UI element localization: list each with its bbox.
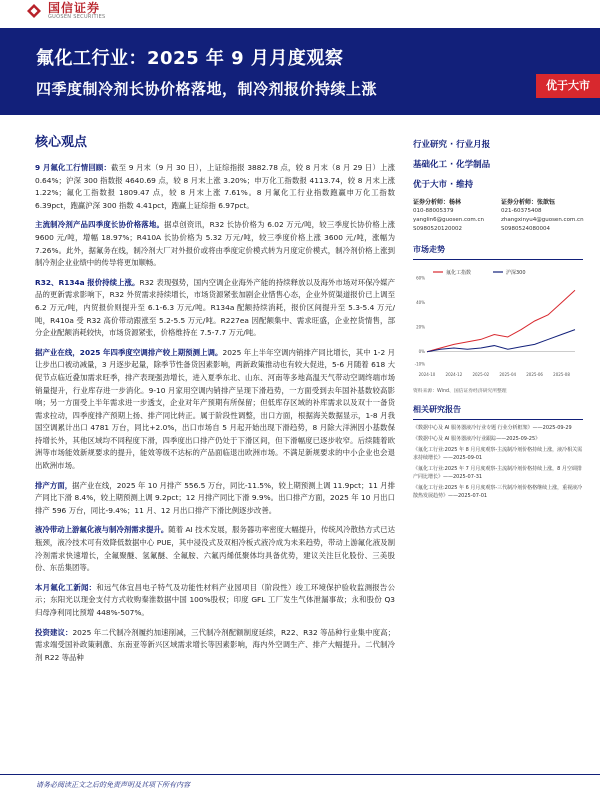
paragraph-text: 截至 9 月末（9 月 30 日），上证综指报 3882.78 点，较 8 月末（8 月 29 日）上涨 0.64%；沪深 300 指数报 4640.69 点，较 8 月末上涨 3.20%；申万化工指数报 4113.74，较 8 月末上涨 1.22%；氟化工指数报 1809.47 点，较 8 月末上涨 7.61%。8 月氟化工行业指数跑赢申万化工指数 6.39pct，跑赢沪深 300 指数 4.41pct，跑赢上证综指 6.97pct。 — [35, 163, 395, 210]
paragraph-lead: 据产业在线，2025 年四季度空调排产较上期预测上调。 — [35, 347, 223, 357]
x-tick-label: 2024-12 — [445, 372, 463, 377]
y-tick-label: -10% — [414, 361, 425, 367]
core-paragraph — [35, 277, 395, 340]
x-tick-label: 2025-02 — [472, 372, 490, 377]
related-report-link[interactable]: 《数据中心及 AI 服务器液冷行业专题 行业分析框架》——2025-09-29 — [413, 425, 572, 431]
analyst-card — [413, 198, 495, 234]
paragraph-text: 和远气体宜昌电子特气及功能性材料产业园项目（阶段性）竣工环境保护验收监测报告公示；东阳光以现金支付方式收购秦淮数据中国 100%股权；印度 GFL 工厂发生气体泄漏事故；永和股份 Q3 归母净利同比预增 448%-507%。 — [35, 582, 395, 617]
related-report-link[interactable]: 《氟化工行业:2025 年 6 月月度观察-三代制冷剂价格格继续上涨，重视液冷散热发展趋势》——2025-07-01 — [413, 485, 583, 499]
logo-text-cn: 国信证券 — [48, 1, 101, 15]
core-paragraph — [35, 347, 395, 473]
core-paragraph — [35, 219, 395, 269]
rating-badge: 优于大市 — [536, 74, 600, 98]
related-reports-list — [413, 424, 583, 500]
core-views-column — [35, 131, 395, 671]
company-logo — [26, 0, 106, 22]
related-reports-heading: 相关研究报告 — [413, 405, 461, 414]
paragraph-text: R32 表现强势，国内空调企业海外产能的持续释放以及海外市场对环保冷媒产品的更新需求影响下，R32 外贸需求持续增长，市场货源紧张加剧企业惜售心态，企业外贸渠道报价已上调至 6.2 万元/吨，内贸报价则提升至 6.1-6.3 万元/吨。R134a 配额持续消耗，报价区间提升至 5.3-5.4 万元/吨，R410a 受 R32 高价带动跟涨至 5.2-5.5 万元/吨。R227ea 因配额集中、需求旺盛，企业控货情售，部分企业配额消耗较快，市场货源紧张，价格维持在 7.5-7.7 万元/吨。 — [35, 277, 395, 338]
legend-label: 沪深300 — [506, 270, 526, 276]
core-paragraph — [35, 162, 395, 212]
chart-series-line-1 — [427, 330, 575, 352]
x-tick-label: 2025-04 — [499, 372, 517, 377]
paragraph-text: 据产业在线，2025 年 10 月排产 556.5 万台，同比-11.5%，较上期预测上调 11.9pct；11 月排产同比下滑 8.4%，较上期预测上调 9.2pct；12 月排产同比下滑 9.9%。出口排产方面，2025 年 10 月出口排产 596 万台，同比-9.4%；11 月、12 月出口排产下滑比例逐步改善。 — [35, 480, 395, 515]
paragraph-lead: 9 月氟化工行情回顾： — [35, 163, 112, 172]
sidebar-report-type: 行业研究 · 行业月报 — [413, 140, 491, 150]
paragraph-text: 据卓创资讯，R32 长协价格为 6.02 万元/吨，较三季度长协价格上涨 9600 元/吨，增幅 18.97%；R410A 长协价格为 5.32 万元/吨，较三季度价格上涨 3600 元/吨，涨幅为 7.26%。此外，据氟务在线，制冷剂大厂对外报价或将由季度定价模式转为月度定价模式，制冷剂价格上涨到制冷剂企业业绩中的传导将更加顺畅。 — [35, 220, 395, 268]
x-tick-label: 2024-10 — [418, 372, 436, 377]
chart-source: 资料来源：Wind、国信证券经济研究所整理 — [413, 389, 507, 394]
y-tick-label: 60% — [416, 275, 425, 281]
core-paragraphs — [35, 162, 395, 664]
analyst-phone: 021-60375408 — [501, 208, 542, 214]
x-tick-label: 2025-06 — [526, 372, 543, 377]
title-banner — [0, 28, 600, 115]
core-paragraph — [35, 582, 395, 620]
core-paragraph — [35, 480, 395, 518]
core-views-heading: 核心观点 — [35, 135, 88, 150]
paragraph-lead: R32、R134a 报价持续上涨。 — [35, 277, 140, 287]
paragraph-lead: 投资建议： — [35, 627, 73, 637]
paragraph-text: 随着 AI 技术发展，服务器功率密度大幅提升，传统风冷散热方式已达瓶颈，液冷技术可有效降低数据中心 PUE，其中浸没式及双相冷板式液冷成为未来趋势，带动上游氟化液及制冷剂需求快速增长，全氟聚醚、氢氟醚、全氟胺、六氟丙烯低聚体均具备优势，建议关注巨化股份、三美股份、东岳集团等。 — [35, 525, 395, 573]
chart-svg — [413, 264, 583, 384]
analyst-cert: S0980520120002 — [413, 226, 462, 232]
analyst-card — [501, 198, 583, 234]
analyst-email[interactable]: yanglin6@guosen.com.cn — [413, 217, 484, 223]
report-subtitle: 四季度制冷剂长协价格落地，制冷剂报价持续上涨 — [36, 80, 378, 98]
paragraph-lead: 排产方面， — [35, 480, 73, 490]
paragraph-lead: 液冷带动上游氟化液与制冷剂需求提升。 — [35, 525, 169, 535]
chart-series-line-0 — [427, 290, 575, 351]
analyst-phone: 010-88005379 — [413, 208, 454, 214]
analysts-block — [413, 198, 583, 234]
y-tick-label: 20% — [416, 324, 425, 330]
x-tick-label: 2025-08 — [553, 372, 570, 377]
sidebar-industry: 基础化工 · 化学制品 — [413, 160, 491, 170]
logo-text-en: GUOSEN SECURITIES — [48, 14, 106, 20]
market-trend-chart — [413, 264, 583, 384]
page-footer — [0, 774, 600, 800]
core-paragraph — [35, 627, 395, 665]
paragraph-text: 2025 年二代制冷剂履约加速削减，三代制冷剂配额制度延续，R22、R32 等品种行业集中度高；需求端受国补政策刺激、东南亚等新兴区域需求增长等因素影响，海内外空调生产、排产大幅提升。二代制冷剂 R22 等品种 — [35, 627, 395, 662]
section-divider — [413, 419, 583, 420]
core-paragraph — [35, 524, 395, 574]
sidebar-rating: 优于大市 · 维持 — [413, 180, 474, 190]
sidebar — [413, 138, 583, 503]
report-title: 氟化工行业：2025 年 9 月月度观察 — [36, 48, 344, 69]
analyst-label: 证券分析师：张歆钰 — [501, 199, 556, 206]
paragraph-lead: 主流制冷剂产品四季度长协价格落地。 — [35, 220, 165, 230]
section-divider — [413, 259, 583, 260]
y-tick-label: 40% — [416, 300, 425, 306]
analyst-email[interactable]: zhangxinyu4@guosen.com.cn — [501, 217, 584, 223]
y-tick-label: 0% — [418, 349, 425, 355]
analyst-cert: S0980524080004 — [501, 226, 550, 232]
guosen-logo-icon — [26, 3, 42, 19]
related-report-link[interactable]: 《氟化工行业:2025 年 8 月月度观察-主流制冷剂价格持续上涨，液冷相关需求持续增长》——2025-09-01 — [413, 447, 583, 461]
paragraph-text: 2025 年上半年空调内销排产同比增长，其中 1-2 月让步出口被动减量，3 月逐步起量，除季节性备货因素影响，两新政策推动也有较大促进，5-6 月随着 618 大促节点临近叠加需求旺季，排产表现强劲增长，进入夏季东北、山东、河南等多地高温天气带动空调终端市场销量提升，行业库存进一步消化。9-10 月家用空调内销排产呈现下滑趋势，一方面受到去年国补基数较高影响；另一方面受上半年需求进一步透支，企业对年产预期有所保留；但低库存区域的补库需求以及双十一备货需求拉动，四季度排产预期上扬、排产同比转正。属于阶段性调整，出口方面，根据海关数据显示，1-8 月我国空调累计出口 4781 万台，同比+2.0%，出口市场自 5 月起开始出现下滑趋势，8 月除大洋洲因小基数保持增长外，其他区域均不同程度下滑，四季度出口排产仍处于下滑区间，但下滑幅度已逐步收窄。后续随着欧洲等市场能效新规要求的提升，能效等级不达标的产品面临退出欧洲市场。不满足新规要求的中小企业也会退出欧洲市场。 — [35, 347, 395, 471]
analyst-label: 证券分析师：杨林 — [413, 199, 462, 206]
paragraph-lead: 本月氟化工新闻： — [35, 582, 97, 592]
legend-label: 氟化工指数 — [446, 270, 472, 276]
market-trend-heading: 市场走势 — [413, 245, 445, 254]
related-report-link[interactable]: 《氟化工行业:2025 年 7 月月度观察-主流制冷剂价格持续上涨，8 月空调排产同比增长》——2025-07-31 — [413, 466, 582, 480]
disclaimer-text: 请务必阅读正文之后的免责声明及其项下所有内容 — [36, 781, 190, 789]
related-report-link[interactable]: 《数据中心及 AI 服务器液冷行业跟踪——2025-09-25》 — [413, 436, 541, 442]
